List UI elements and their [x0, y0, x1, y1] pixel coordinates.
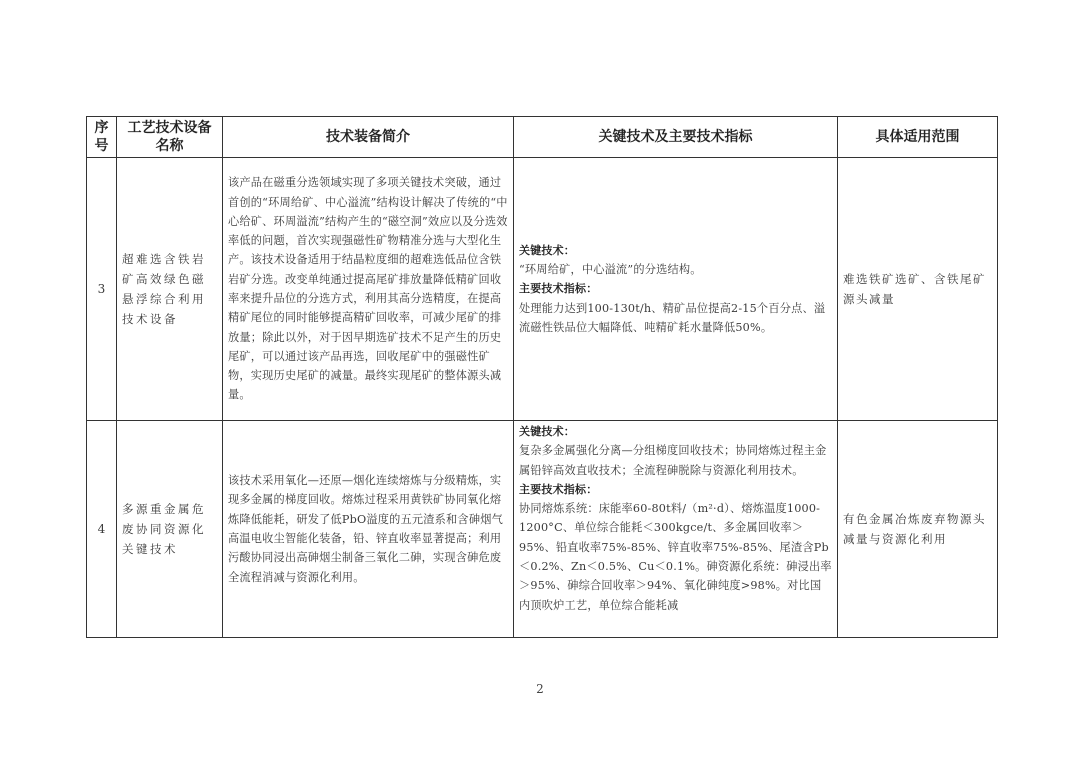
key-tech-text: “环周给矿，中心溢流”的分选结构。 [519, 263, 702, 277]
table-row [87, 158, 998, 421]
key-index-text: 处理能力达到100-130t/h、精矿品位提高2-15个百分点、溢流磁性铁品位大幅降低、吨精矿耗水量降低50%。 [519, 301, 826, 334]
key-index-label: 主要技术指标： [519, 482, 598, 496]
key-index-text: 协同熔炼系统：床能率60-80t料/（m²·d）、熔炼温度1000-1200°C、单位综合能耗＜300kgce/t、多金属回收率＞95%、铅直收率75%-85%、锌直收率75%-85%、尾渣含Pb＜0.2%、Zn＜0.5%、Cu＜0.1%。砷资源化系统：砷浸出率＞95%、砷综合回收率＞94%、氧化砷纯度>98%。对比国内顶吹炉工艺，单位综合能耗减 [519, 502, 832, 612]
row-equipment-name: 多源重金属危废协同资源化关键技术 [117, 421, 223, 638]
header-scope: 具体适用范围 [838, 117, 998, 158]
row-key-tech [514, 421, 838, 638]
key-tech-label: 关键技术： [519, 243, 575, 257]
row-key-tech [514, 158, 838, 421]
key-tech-text: 复杂多金属强化分离—分组梯度回收技术；协同熔炼过程主金属铅锌高效直收技术；全流程砷脱除与资源化利用技术。 [519, 444, 827, 477]
row-serial-no: 3 [87, 158, 117, 421]
header-equipment-name: 工艺技术设备名称 [117, 117, 223, 158]
row-scope: 有色金属冶炼废弃物源头减量与资源化利用 [838, 421, 998, 638]
table-header-row [87, 117, 998, 158]
row-scope: 难选铁矿选矿、含铁尾矿源头减量 [838, 158, 998, 421]
key-index-label: 主要技术指标： [519, 282, 598, 296]
row-intro: 该技术采用氧化—还原—烟化连续熔炼与分级精炼，实现多金属的梯度回收。熔炼过程采用黄铁矿协同氧化熔炼降低能耗，研发了低PbO溢度的五元渣系和含砷烟气高温电收尘智能化装备，铅、锌直收率显著提高；利用污酸协同浸出高砷烟尘制备三氧化二砷，实现含砷危废全流程消减与资源化利用。 [223, 421, 514, 638]
table-row [87, 421, 998, 638]
row-serial-no: 4 [87, 421, 117, 638]
row-intro: 该产品在磁重分选领域实现了多项关键技术突破，通过首创的“环周给矿、中心溢流”结构设计解决了传统的“中心给矿、环周溢流”结构产生的“磁空洞”效应以及分选效率低的问题，首次实现强磁性矿物精准分选与大型化生产。该技术设备适用于结晶粒度细的超难选低品位含铁岩矿分选。改变单纯通过提高尾矿排放量降低精矿回收率来提升品位的分选方式，利用其高分选精度，在提高精矿尾位的同时能够提高精矿回收率，可减少尾矿的排放量；除此以外，对于因早期选矿技术不足产生的历史尾矿，可以通过该产品再选，回收尾矿中的强磁性矿物，实现历史尾矿的减量。最终实现尾矿的整体源头减量。 [223, 158, 514, 421]
key-tech-label: 关键技术： [519, 425, 575, 438]
header-serial-no: 序号 [87, 117, 117, 158]
row-equipment-name: 超难选含铁岩矿高效绿色磁悬浮综合利用技术设备 [117, 158, 223, 421]
header-intro: 技术装备简介 [223, 117, 514, 158]
page-number: 2 [536, 682, 544, 696]
header-key-tech: 关键技术及主要技术指标 [514, 117, 838, 158]
tech-equipment-table [86, 116, 998, 638]
